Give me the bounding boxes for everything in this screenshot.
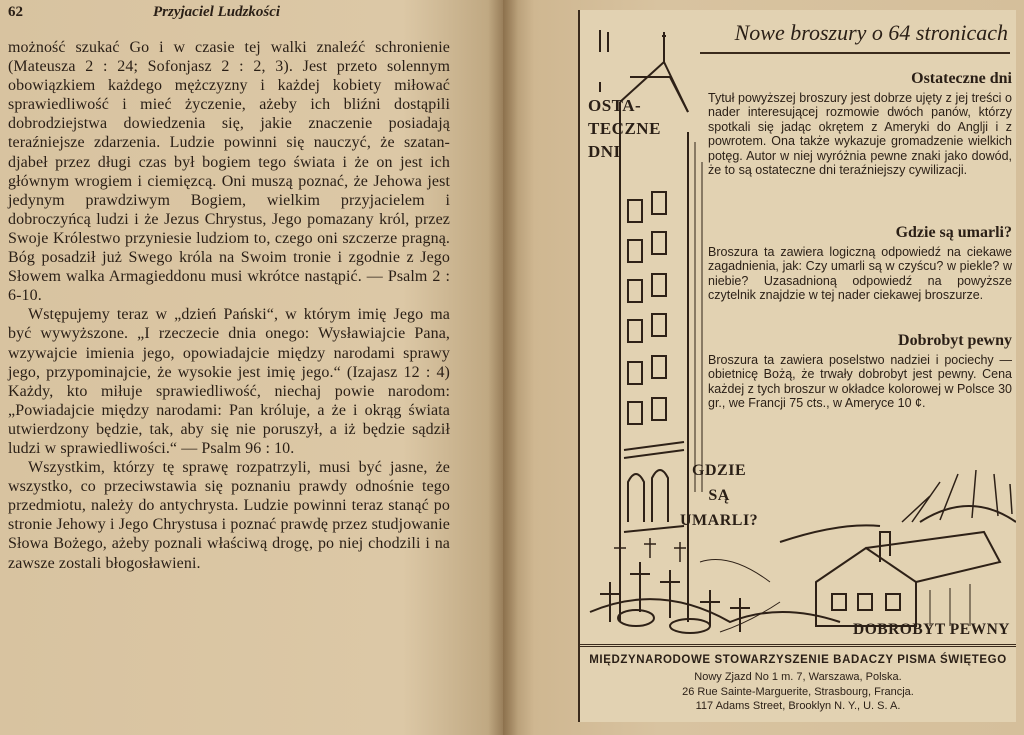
brochure-item xyxy=(708,70,1012,177)
graves-drawing xyxy=(590,538,840,633)
paragraph: Wszystkim, którzy tę sprawę rozpatrzyli, musi być jasne, że wszystko, co przeciwstawia się poznaniu prawdy odnośnie tego przedmiotu, należy do antychrysta. Ludzie powinni teraz stanąć po stronie Jehowy i Jego Chrystusa i poznać prawdę przez studjowanie Słowa Bożego, ażeby poznali właściwą drogę, po niej chodzili i na zawsze zostali błogosławieni. xyxy=(8,459,450,572)
publisher-footer xyxy=(580,644,1016,725)
article-body xyxy=(8,38,450,573)
page-number: 62 xyxy=(8,4,23,20)
brochure-title: Dobrobyt pewny xyxy=(898,332,1012,349)
tower-label-line: TECZNE xyxy=(588,119,661,138)
publisher-name: MIĘDZYNARODOWE STOWARZYSZENIE BADACZY PISMA ŚWIĘTEGO xyxy=(589,654,1007,666)
journal-title: Przyjaciel Ludzkości xyxy=(153,4,281,20)
tower-label xyxy=(588,94,661,163)
address-line: 117 Adams Street, Brooklyn N. Y., U. S. A. xyxy=(695,700,901,712)
brochure-description: Broszura ta zawiera poselstwo nadziei i pociechy — obietnicę Bożą, że trwały dobrobyt jest pewny. Cena każdej z tych broszur w okładce kolorowej w Polsce 30 gr., we Francji 75 cts., w Ameryce 10 ¢. xyxy=(708,353,1012,411)
brochure-description: Tytuł powyższej broszury jest dobrze ujęty z jej treści o nader interesującej rozmowie dwóch panów, którzy spotkali się jadąc okrętem z Ameryki do Anglji i z powrotem. Ona także wykazuje gromadzenie wielkich potęg. Autor w niej wyróżnia pewne znaki jako dowód, że to są ostateczne dni teraźniejszy cywilizacji. xyxy=(708,91,1012,178)
paragraph: Wstępujemy teraz w „dzień Pański“, w którym imię Jego ma być wywyższone. „I rzeczecie dnia onego: Wysławiajcie Pana, wzywajcie imienia jego, opowiadajcie między narodami sprawy jego, przypominajcie, że wysokie jest imię jego.“ (Izajasz 12 : 4) Każdy, kto miłuje sprawiedliwość, niechaj powie narodom: „Powiadajcie między narodami: Pan króluje, a że i okrąg świata utwierdzony będzie, tak, aby się nie poruszył, a iż będzie sądził ludzi w sprawiedliwości.“ — Psalm 96 : 10. xyxy=(8,306,450,457)
brochure-title: Ostateczne dni xyxy=(911,70,1012,87)
running-head xyxy=(8,4,448,26)
ad-header xyxy=(700,16,1010,54)
graves-label-line: UMARLI? xyxy=(680,512,759,529)
brochure-description: Broszura ta zawiera logiczną odpowiedź na ciekawe zagadnienia, jak: Czy umarli są w czyścu? w piekle? w niebie? Uzasadnioną odpowiedź na powyższe czytelnik znajdzie w tej nader ciekawej broszurze. xyxy=(708,245,1012,303)
brochure-title: Gdzie są umarli? xyxy=(895,224,1012,241)
house-label: DOBROBYT PEWNY xyxy=(853,621,1010,638)
address-line: Nowy Zjazd No 1 m. 7, Warszawa, Polska. xyxy=(694,671,902,683)
graves-label xyxy=(680,458,758,533)
tower-label-line: OSTA- xyxy=(588,96,642,115)
brochure-item xyxy=(708,224,1012,303)
address-line: 26 Rue Sainte-Marguerite, Strasbourg, Francja. xyxy=(682,685,914,698)
graves-label-line: SĄ xyxy=(708,487,730,504)
paragraph: możność szukać Go i w czasie tej walki znaleźć schronienie (Mateusza 2 : 24; Sofonjasz 2 : 2, 3). Jest przeto solennym obowiązkiem każdego mężczyzny i każdej kobiety miłować sprawiedliwość i mieć życzenie, ażeby ich bliźni dostąpili dobrodziejstwa dowiedzenia się, jakie znaczenie posiadają teraźniejsze zdarzenia. Ludzie powinni się nauczyć, że szatan-djabeł przez długi czas był bogiem tego świata i że on jest ich głównym wrogiem i ciemięzcą. Oni muszą poznać, że Jehowa jest jedynym prawdziwym Bogiem, wielkim przyjacielem i dobroczyńcą ludzi i że Jezus Chrystus, Jego pomazany król, przez Swoje Królestwo przyniesie ludziom to, czego oni szczerze pragną. Bóg posadził już Swego króla na Swoim tronie i zgodnie z Jego Słowem walka Armagieddonu musi wkrótce nastąpić. — Psalm 2 : 6-10. xyxy=(8,39,450,305)
brochure-item xyxy=(708,332,1012,411)
brochure-advertisement xyxy=(578,10,1016,722)
ad-header-text: Nowe broszury o 64 stronicach xyxy=(734,20,1008,45)
publisher-addresses xyxy=(580,670,1016,714)
graves-label-line: GDZIE xyxy=(692,462,747,479)
tower-label-line: DNI xyxy=(588,142,621,161)
book-gutter xyxy=(488,0,518,735)
